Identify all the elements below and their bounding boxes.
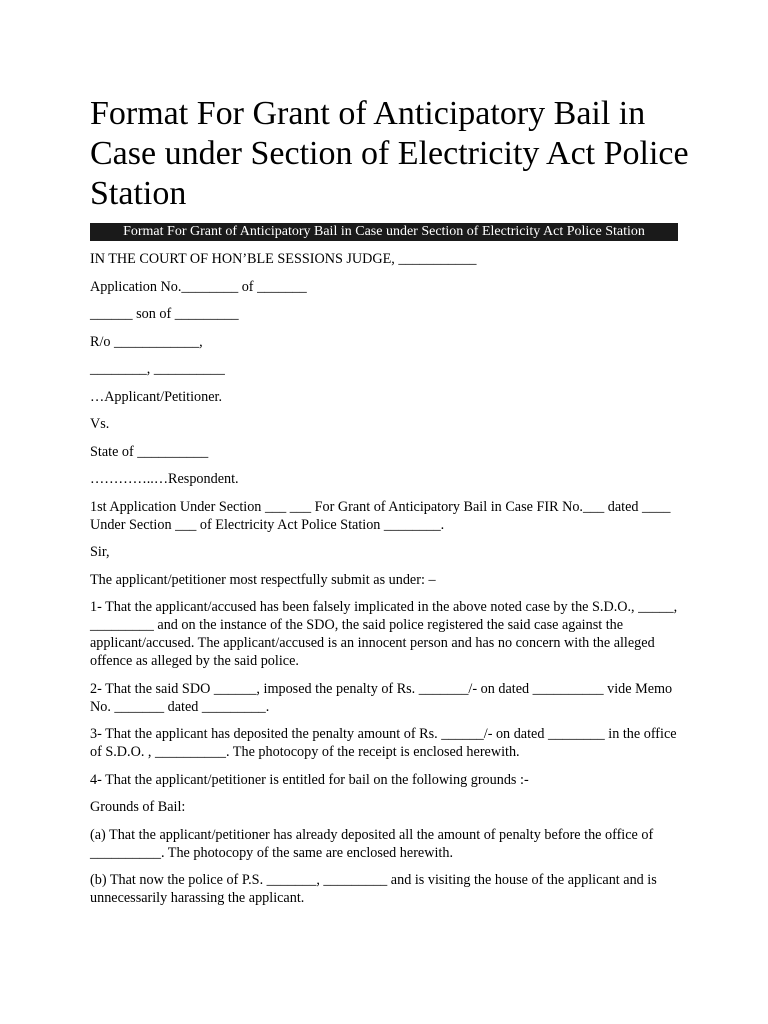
applicant-label: …Applicant/Petitioner. xyxy=(90,388,223,405)
state-line: State of __________ xyxy=(90,443,209,460)
respondent-label: …………..…Respondent. xyxy=(90,471,239,487)
title-banner: Format For Grant of Anticipatory Bail in Case under Section of Electricity Act Police Station xyxy=(90,223,678,241)
point-2: 2- That the said SDO ______, imposed the penalty of Rs. _______/- on dated __________ vide Memo No. _______ dated _________. xyxy=(90,680,673,715)
ground-a: (a) That the applicant/petitioner has already deposited all the amount of penalty before the office of __________. The photocopy of the same are enclosed herewith. xyxy=(90,826,654,861)
point-4: 4- That the applicant/petitioner is entitled for bail on the following grounds :- xyxy=(90,771,529,788)
grounds-heading: Grounds of Bail: xyxy=(90,799,186,815)
document-title: Format For Grant of Anticipatory Bail in Case under Section of Electricity Act Police Station xyxy=(90,95,689,212)
applicant-residence: R/o ____________, xyxy=(90,333,203,350)
document-body xyxy=(90,250,682,917)
salutation: Sir, xyxy=(90,544,110,560)
versus-label: Vs. xyxy=(90,416,110,432)
court-heading: IN THE COURT OF HON’BLE SESSIONS JUDGE, ___________ xyxy=(90,251,477,267)
applicant-address: ________, __________ xyxy=(90,361,225,377)
point-3: 3- That the applicant has deposited the penalty amount of Rs. ______/- on dated ________ in the office of S.D.O. , __________. The photocopy of the receipt is enclosed herewith. xyxy=(90,726,677,760)
application-subject: 1st Application Under Section ___ ___ For Grant of Anticipatory Bail in Case FIR No.___ dated ____ Under Section ___ of Electricity Act Police Station ________. xyxy=(90,498,671,533)
intro-statement: The applicant/petitioner most respectfully submit as under: – xyxy=(90,571,436,588)
application-number: Application No.________ of _______ xyxy=(90,278,307,295)
applicant-name: ______ son of _________ xyxy=(90,306,239,322)
point-1: 1- That the applicant/accused has been falsely implicated in the above noted case by the S.D.O., _____, _________ and on the instance of the SDO, the said police registered the said case against the applicant/accused. The applicant/accused is an innocent person and has no concern with the alleged offence as alleged by the said police. xyxy=(90,599,678,669)
ground-b: (b) That now the police of P.S. _______, _________ and is visiting the house of the applicant and is unnecessarily harassing the applicant. xyxy=(90,872,657,906)
